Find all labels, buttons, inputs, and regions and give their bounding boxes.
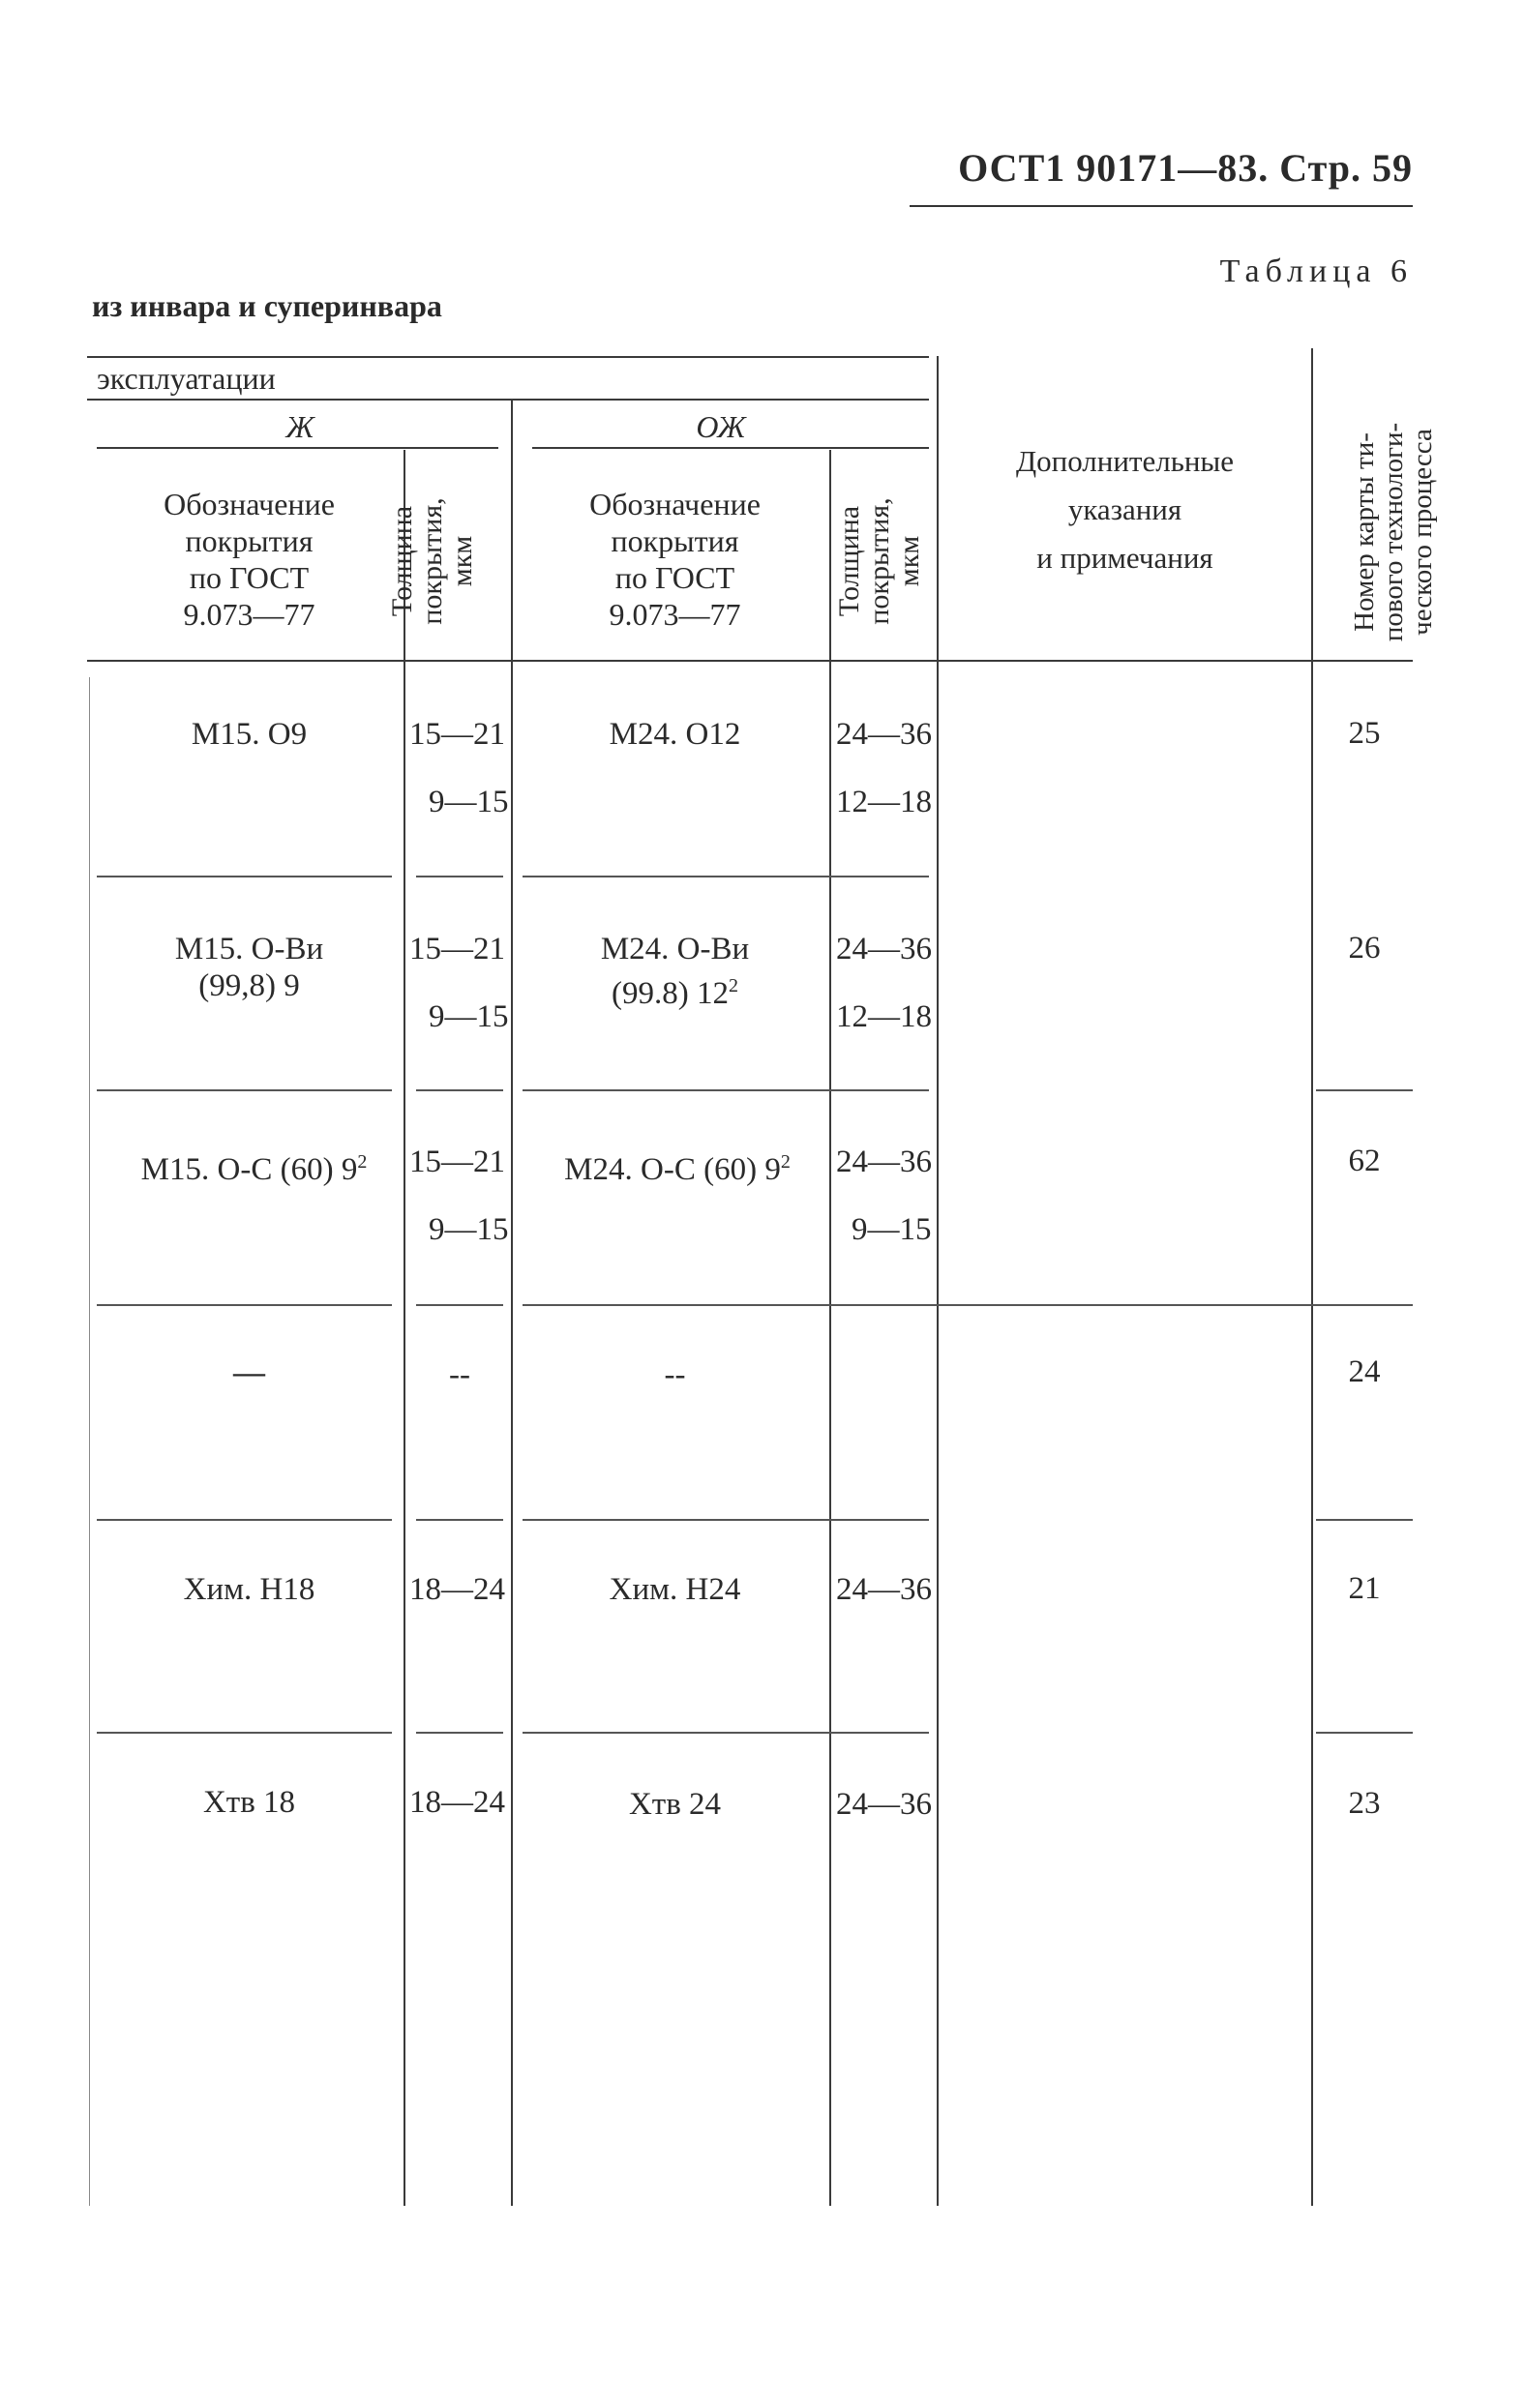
operation-header: эксплуатации [97,361,276,396]
table-label: Таблица 6 [1219,253,1413,289]
row-separator [1316,1519,1413,1521]
ozh-coating-header-line: 9.073—77 [609,597,741,632]
zh-thickness-cell: 9—15 [429,999,509,1034]
zh-coating-cell: Хим. Н18 [183,1572,315,1607]
row-separator [1316,1732,1413,1734]
row-separator [416,1732,503,1734]
zh-coating-header-line: 9.073—77 [183,597,315,632]
ozh-thickness-cell: 24—36 [836,1572,932,1607]
zh-thickness-header-line: Толщина [386,505,418,617]
notes-header [943,437,1306,582]
ozh-thickness-header-line: покрытия, [863,497,895,625]
map-number-cell: 62 [1348,1144,1381,1178]
zh-coating-header-line: покрытия [185,523,314,558]
row-separator [416,1304,503,1306]
zh-thickness-cell: 15—21 [409,932,505,966]
map-number-cell: 23 [1348,1786,1381,1821]
col-divider-2 [511,399,513,2206]
ozh-thickness-header-line: Толщина [833,505,865,617]
row-separator [523,1304,1413,1306]
map-number-header [1350,382,1447,682]
map-number-header-line: пового технологи- [1378,422,1409,642]
ozh-thickness-cell: 24—36 [836,1145,932,1179]
ozh-thickness-header-line: мкм [893,535,925,587]
zh-coating-cell: — [233,1355,265,1390]
zh-thickness-cell: 9—15 [429,785,509,819]
notes-header-line: указания [1067,492,1182,526]
zh-coating-cell: Хтв 18 [202,1785,296,1820]
zh-coating-cell [97,1144,411,1188]
row-separator [97,1304,392,1306]
zh-thickness-header [387,455,484,668]
map-number-cell: 21 [1348,1571,1381,1606]
ozh-coating-header [523,486,827,633]
row-separator [416,876,503,877]
group-ozh-header: ОЖ [696,409,746,444]
row-separator [97,1732,392,1734]
zh-coating-text: М15. О-С (60) 9 [140,1152,358,1187]
map-number-header-line: Номер карты ти- [1349,432,1380,632]
ozh-coating-cell [523,931,827,1012]
row-separator [97,1089,392,1091]
zh-thickness-header-line: покрытия, [416,497,448,625]
ozh-thickness-cell: 24—36 [836,717,932,752]
row-separator [523,1519,929,1521]
ozh-thickness-cell: 12—18 [836,999,932,1034]
map-number-header-line: ческого процесса [1407,429,1438,636]
col-divider-1 [404,450,405,2206]
zh-thickness-cell: 18—24 [409,1785,505,1820]
footnote-mark: 2 [357,1151,368,1173]
zh-thickness-cell: 15—21 [409,717,505,752]
zh-coating-cell: М15. О9 [191,717,308,752]
ozh-thickness-cell: 24—36 [836,1787,932,1822]
zh-coating-header [97,486,402,633]
zh-thickness-cell: 9—15 [429,1212,509,1247]
zh-thickness-cell: -- [449,1357,470,1392]
ozh-coating-line-text: (99.8) 12 [612,976,729,1011]
ozh-coating-cell: Хим. Н24 [609,1572,741,1607]
header-rule [910,205,1413,207]
col-divider-5 [1311,348,1313,2206]
notes-header-line: Дополнительные [1015,444,1235,478]
row-separator [523,1089,929,1091]
row-separator [1316,1089,1413,1091]
col-divider-3 [829,450,831,2206]
row-separator [523,876,929,877]
zh-coating-line: М15. О-Ви [174,932,324,966]
map-number-cell: 26 [1348,931,1381,966]
left-edge [89,677,90,2206]
zh-thickness-cell: 15—21 [409,1145,505,1179]
ozh-thickness-cell: 9—15 [852,1212,932,1247]
row-separator [97,1519,392,1521]
notes-header-line: и примечания [1036,541,1213,575]
page-reference: ОСТ1 90171—83. Стр. 59 [958,146,1413,190]
ozh-coating-line [523,967,827,1012]
row-separator [416,1519,503,1521]
ozh-coating-cell: -- [664,1357,686,1392]
header-bottom-rule [87,660,1413,662]
operation-rule [87,399,929,401]
row-separator [416,1089,503,1091]
col-divider-4 [937,356,939,2206]
zh-thickness-header-line: мкм [446,535,478,587]
zh-coating-header-line: Обозначение [164,487,335,521]
zh-thickness-cell: 18—24 [409,1572,505,1607]
ozh-group-rule [532,447,929,449]
zh-group-rule [97,447,498,449]
group-zh-header: Ж [285,409,314,444]
zh-coating-cell [97,931,402,1004]
ozh-thickness-cell: 12—18 [836,785,932,819]
ozh-coating-text: М24. О-С (60) 9 [564,1152,781,1187]
row-separator [523,1732,929,1734]
ozh-coating-header-line: Обозначение [589,487,761,521]
header-top-rule [87,356,929,358]
ozh-coating-cell: М24. О12 [609,717,741,752]
ozh-thickness-cell: 24—36 [836,932,932,966]
map-number-cell: 24 [1348,1354,1381,1389]
ozh-coating-cell [523,1144,832,1188]
ozh-coating-header-line: по ГОСТ [614,560,735,595]
map-number-cell: 25 [1348,716,1381,751]
ozh-coating-header-line: покрытия [611,523,739,558]
ozh-coating-cell: Хтв 24 [628,1787,722,1822]
footnote-mark: 2 [728,975,738,996]
footnote-mark: 2 [780,1151,791,1173]
zh-coating-header-line: по ГОСТ [189,560,310,595]
row-separator [97,876,392,877]
zh-coating-line: (99,8) 9 [198,968,300,1003]
ozh-coating-line: М24. О-Ви [600,932,750,966]
ozh-thickness-header [834,455,931,668]
table-caption: из инвара и суперинвара [92,288,442,323]
